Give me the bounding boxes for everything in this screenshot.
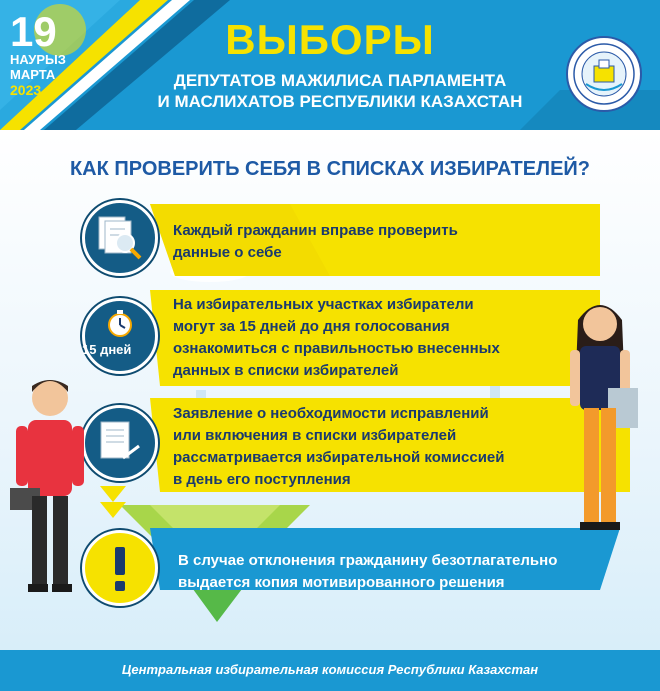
section-question: КАК ПРОВЕРИТЬ СЕБЯ В СПИСКАХ ИЗБИРАТЕЛЕЙ? <box>69 158 591 180</box>
days-badge: 15 дней <box>82 342 132 357</box>
date-month-ru: МАРТА <box>10 67 56 82</box>
item-2-icon-circle <box>82 298 158 374</box>
document-pen-icon <box>85 408 155 478</box>
item-2-line-1: На избирательных участках избиратели <box>173 296 474 313</box>
item-4-icon-circle <box>82 530 158 606</box>
date-month-kz: НАУРЫЗ <box>10 52 66 67</box>
header-banner <box>0 0 660 130</box>
subtitle-line-2: И МАСЛИХАТОВ РЕСПУБЛИКИ КАЗАХСТАН <box>157 92 523 111</box>
page-subtitle <box>130 70 550 112</box>
item-3-icon-circle <box>82 405 158 481</box>
item-1-icon-circle <box>82 200 158 276</box>
footer-bar <box>0 650 660 691</box>
item-1-line-1: Каждый гражданин вправе проверить <box>173 222 458 239</box>
stopwatch-icon <box>85 301 155 371</box>
item-3-text <box>173 403 505 491</box>
subtitle-line-1: ДЕПУТАТОВ МАЖИЛИСА ПАРЛАМЕНТА <box>173 71 507 90</box>
item-3-line-1: Заявление о необходимости исправлений <box>173 405 489 422</box>
emblem-icon <box>568 38 640 110</box>
documents-magnifier-icon <box>85 203 155 273</box>
footer-text: Центральная избирательная комиссия Республики Казахстан <box>121 662 539 677</box>
item-2-line-2: могут за 15 дней до дня голосования <box>173 318 450 335</box>
item-3-line-4: в день его поступления <box>173 471 351 488</box>
item-2-line-3: ознакомиться с правильностью внесенных <box>173 340 500 357</box>
cec-emblem-logo <box>566 36 642 112</box>
item-4-text <box>178 550 557 594</box>
exclamation-icon <box>85 533 155 603</box>
date-year: 2023 <box>10 82 42 98</box>
man-illustration <box>10 370 90 600</box>
woman-illustration <box>560 290 640 540</box>
item-1-line-2: данные о себе <box>173 244 282 261</box>
item-4-line-2: выдается копия мотивированного решения <box>178 574 505 591</box>
item-3-line-3: рассматривается избирательной комиссией <box>173 449 505 466</box>
item-2-text <box>173 294 500 382</box>
item-1-text <box>173 220 458 264</box>
date-day: 19 <box>10 8 57 55</box>
item-3-line-2: или включения в списки избирателей <box>173 427 457 444</box>
item-2-line-4: данных в списки избирателей <box>173 362 399 379</box>
item-4-line-1: В случае отклонения гражданину безотлагательно <box>178 552 558 569</box>
page-title: ВЫБОРЫ <box>225 16 435 63</box>
